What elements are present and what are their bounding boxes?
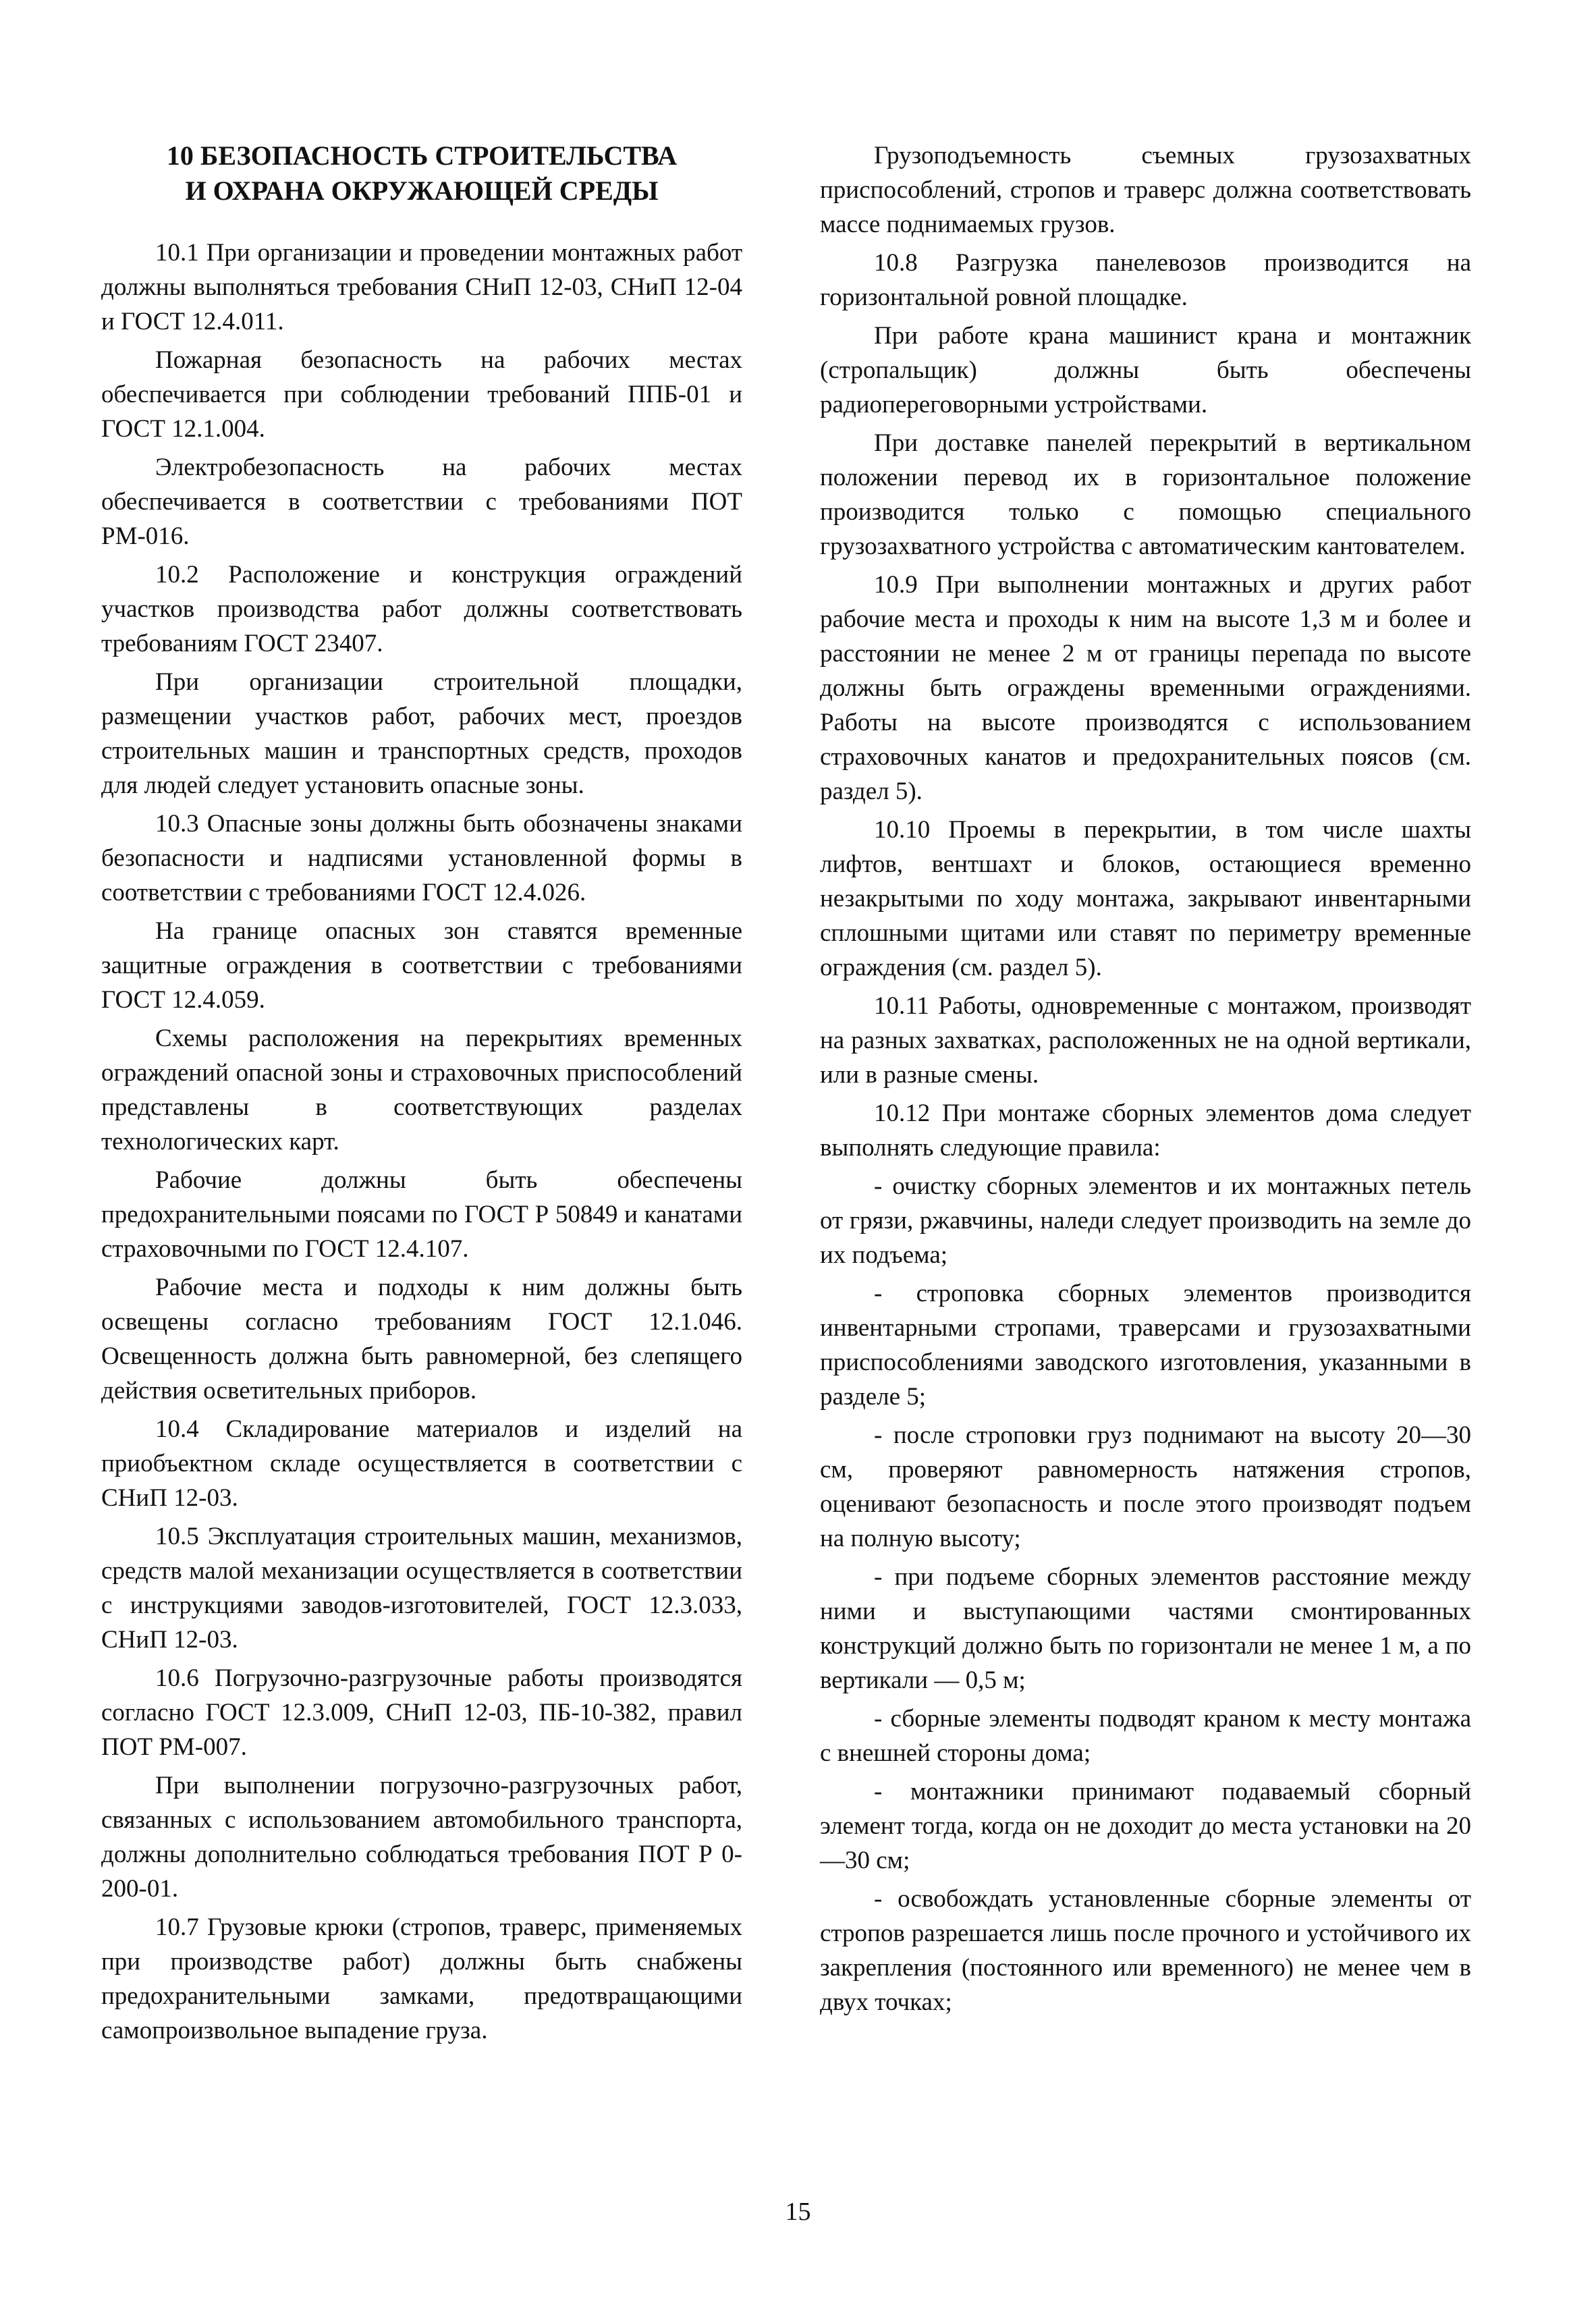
paragraph: 10.9 При выполнении монтажных и других работ рабочие места и проходы к ним на высоте 1,3 м и более и расстоянии не менее 2 м от границы перепада по высоте должны быть ограждены временными ограждениями. Работы на высоте производятся с использованием страховочных канатов и предохранительных поясов (см. раздел 5). xyxy=(820,571,1471,805)
left-column xyxy=(101,138,742,2052)
paragraph: При работе крана машинист крана и монтажник (стропальщик) должны быть обеспечены радиопереговорными устройствами. xyxy=(820,322,1471,418)
paragraph: 10.10 Проемы в перекрытии, в том числе шахты лифтов, вентшахт и блоков, остающиеся временно незакрытыми по ходу монтажа, закрывают инвентарными сплошными щитами или ставят по периметру временные ограждения (см. раздел 5). xyxy=(820,816,1471,981)
paragraph: Рабочие должны быть обеспечены предохранительными поясами по ГОСТ Р 50849 и канатами страховочными по ГОСТ 12.4.107. xyxy=(101,1166,742,1263)
list-item: - сборные элементы подводят краном к месту монтажа с внешней стороны дома; xyxy=(820,1705,1471,1767)
right-column xyxy=(820,138,1471,2023)
heading-line-1: 10 БЕЗОПАСНОСТЬ СТРОИТЕЛЬСТВА xyxy=(166,140,678,171)
paragraph: 10.3 Опасные зоны должны быть обозначены знаками безопасности и надписями установленной формы в соответствии с требованиями ГОСТ 12.4.026. xyxy=(101,810,742,906)
list-item: - очистку сборных элементов и их монтажных петель от грязи, ржавчины, наледи следует производить на земле до их подъема; xyxy=(820,1172,1471,1269)
list-item: - после строповки груз поднимают на высоту 20—30 см, проверяют равномерность натяжения стропов, оценивают безопасность и после этого производят подъем на полную высоту; xyxy=(820,1421,1471,1552)
paragraph: Пожарная безопасность на рабочих местах обеспечивается при соблюдении требований ППБ-01 и ГОСТ 12.1.004. xyxy=(101,346,742,443)
list-item: - при подъеме сборных элементов расстояние между ними и выступающими частями смонтированных конструкций должно быть по горизонтали не менее 1 м, а по вертикали — 0,5 м; xyxy=(820,1563,1471,1694)
list-item: - монтажники принимают подаваемый сборный элемент тогда, когда он не доходит до места установки на 20—30 см; xyxy=(820,1778,1471,1874)
paragraph: Схемы расположения на перекрытиях временных ограждений опасной зоны и страховочных приспособлений представлены в соответствующих разделах технологических карт. xyxy=(101,1025,742,1155)
paragraph: 10.12 При монтаже сборных элементов дома следует выполнять следующие правила: xyxy=(820,1099,1471,1162)
heading-line-2: И ОХРАНА ОКРУЖАЮЩЕЙ СРЕДЫ xyxy=(185,175,659,206)
paragraph: Рабочие места и подходы к ним должны быть освещены согласно требованиям ГОСТ 12.1.046. Освещенность должна быть равномерной, без слепящего действия осветительных приборов. xyxy=(101,1274,742,1405)
list-item: - освобождать установленные сборные элементы от стропов разрешается лишь после прочного и устойчивого их закрепления (постоянного или временного) не менее чем в двух точках; xyxy=(820,1885,1471,2016)
paragraph: 10.1 При организации и проведении монтажных работ должны выполняться требования СНиП 12-03, СНиП 12-04 и ГОСТ 12.4.011. xyxy=(101,239,742,335)
paragraph: 10.2 Расположение и конструкция ограждений участков производства работ должны соответствовать требованиям ГОСТ 23407. xyxy=(101,561,742,657)
paragraph: 10.5 Эксплуатация строительных машин, механизмов, средств малой механизации осуществляется в соответствии с инструкциями заводов-изготовителей, ГОСТ 12.3.033, СНиП 12-03. xyxy=(101,1523,742,1654)
page-number: 15 xyxy=(785,2198,811,2226)
paragraph: Грузоподъемность съемных грузозахватных приспособлений, стропов и траверс должна соответствовать массе поднимаемых грузов. xyxy=(820,142,1471,238)
paragraph: При организации строительной площадки, размещении участков работ, рабочих мест, проездов строительных машин и транспортных средств, проходов для людей следует установить опасные зоны. xyxy=(101,668,742,799)
paragraph: Электробезопасность на рабочих местах обеспечивается в соответствии с требованиями ПОТ РМ-016. xyxy=(101,454,742,550)
paragraph: При выполнении погрузочно-разгрузочных работ, связанных с использованием автомобильного транспорта, должны дополнительно соблюдаться требования ПОТ Р 0-200-01. xyxy=(101,1772,742,1903)
paragraph: 10.8 Разгрузка панелевозов производится на горизонтальной ровной площадке. xyxy=(820,249,1471,311)
paragraph: При доставке панелей перекрытий в вертикальном положении перевод их в горизонтальное положение производится только с помощью специального грузозахватного устройства с автоматическим кантователем. xyxy=(820,429,1471,560)
list-item: - строповка сборных элементов производится инвентарными стропами, траверсами и грузозахватными приспособлениями заводского изготовления, указанными в разделе 5; xyxy=(820,1280,1471,1411)
paragraph: 10.11 Работы, одновременные с монтажом, производят на разных захватках, расположенных не на одной вертикали, или в разные смены. xyxy=(820,992,1471,1089)
paragraph: 10.7 Грузовые крюки (стропов, траверс, применяемых при производстве работ) должны быть снабжены предохранительными замками, предотвращающими самопроизвольное выпадение груза. xyxy=(101,1913,742,2044)
paragraph: 10.6 Погрузочно-разгрузочные работы производятся согласно ГОСТ 12.3.009, СНиП 12-03, ПБ-10-382, правил ПОТ РМ-007. xyxy=(101,1664,742,1761)
section-heading xyxy=(101,138,742,209)
paragraph: 10.4 Складирование материалов и изделий на приобъектном складе осуществляется в соответствии с СНиП 12-03. xyxy=(101,1415,742,1512)
paragraph: На границе опасных зон ставятся временные защитные ограждения в соответствии с требованиями ГОСТ 12.4.059. xyxy=(101,917,742,1014)
